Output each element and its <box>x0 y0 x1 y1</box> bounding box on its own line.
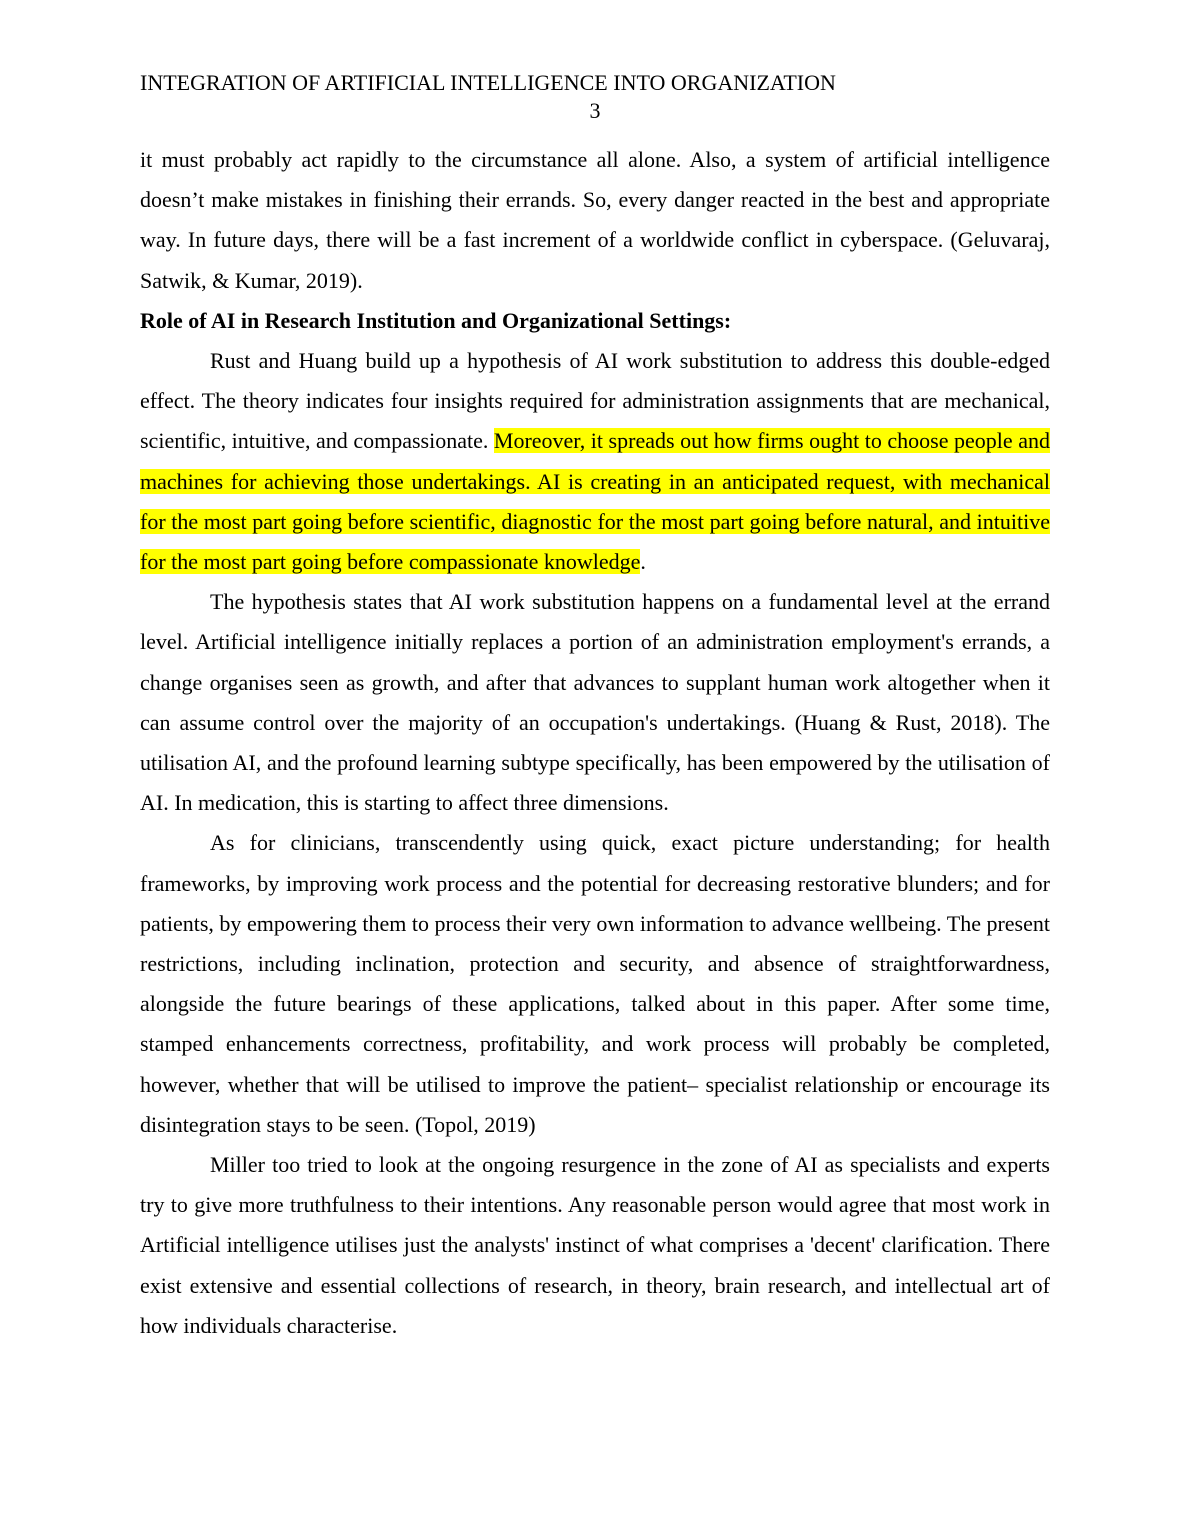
running-head-title: INTEGRATION OF ARTIFICIAL INTELLIGENCE INTO ORGANIZATION <box>140 70 836 95</box>
paragraph-rust-huang <box>140 341 1050 582</box>
paragraph-text-end: . <box>640 549 646 575</box>
paragraph-continuation: it must probably act rapidly to the circumstance all alone. Also, a system of artificial intelligence doesn’t make mistakes in finishing their errands. So, every danger reacted in the best and appropriate way. In future days, there will be a fast increment of a worldwide conflict in cyberspace. (Geluvaraj, Satwik, & Kumar, 2019). <box>140 147 1050 293</box>
highlighted-text: Moreover, it spreads out how firms ought to choose people and machines for achieving those undertakings. AI is creating in an anticipated request, with mechanical for the most part going before scientific, diagnostic for the most part going before natural, and intuitive for the most part going before compassionate knowledge <box>140 428 1050 575</box>
paragraph-text: Rust and Huang build up a hypothesis of AI work substitution to address this double-edged effect. The theory indicates four insights required for administration assignments that are mechanical, scientific, intuitive, and compassionate. <box>140 348 1050 454</box>
page-number: 3 <box>589 98 601 123</box>
paragraph-miller: Miller too tried to look at the ongoing resurgence in the zone of AI as specialists and experts try to give more truthfulness to their intentions. Any reasonable person would agree that most work in Artificial intelligence utilises just the analysts' instinct of what comprises a 'decent' clarification. There exist extensive and essential collections of research, in theory, brain research, and intellectual art of how individuals characterise. <box>140 1152 1050 1338</box>
paragraph-clinicians: As for clinicians, transcendently using quick, exact picture understanding; for health frameworks, by improving work process and the potential for decreasing restorative blunders; and for patients, by empowering them to process their very own information to advance wellbeing. The present restrictions, including inclination, protection and security, and absence of straightforwardness, alongside the future bearings of these applications, talked about in this paper. After some time, stamped enhancements correctness, profitability, and work process will probably be completed, however, whether that will be utilised to improve the patient– specialist relationship or encourage its disintegration stays to be seen. (Topol, 2019) <box>140 830 1050 1137</box>
paragraph-hypothesis: The hypothesis states that AI work substitution happens on a fundamental level at the errand level. Artificial intelligence initially replaces a portion of an administration employment's errands, a change organises seen as growth, and after that advances to supplant human work altogether when it can assume control over the majority of an occupation's undertakings. (Huang & Rust, 2018). The utilisation AI, and the profound learning subtype specifically, has been empowered by the utilisation of AI. In medication, this is starting to affect three dimensions. <box>140 589 1050 816</box>
document-page <box>140 68 1050 1346</box>
section-heading: Role of AI in Research Institution and Organizational Settings: <box>140 307 732 333</box>
